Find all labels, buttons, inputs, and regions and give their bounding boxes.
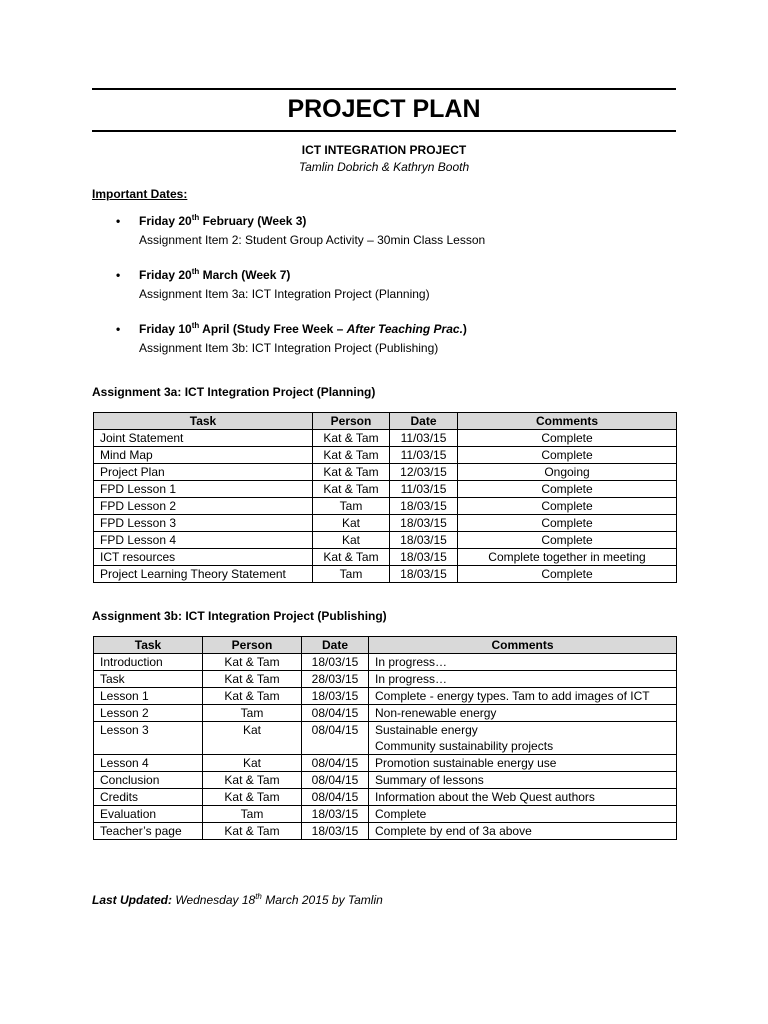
table-cell: Ongoing (458, 464, 677, 481)
title-rule-bottom (92, 130, 676, 132)
table-row (94, 532, 677, 549)
bullet-icon: • (116, 268, 121, 282)
table-cell: Kat (203, 722, 302, 755)
table-cell: Kat & Tam (313, 430, 390, 447)
table-cell: Complete together in meeting (458, 549, 677, 566)
table-cell: FPD Lesson 4 (94, 532, 313, 549)
table-cell: Tam (313, 566, 390, 583)
table-cell: Complete (458, 515, 677, 532)
table-cell: Kat & Tam (203, 671, 302, 688)
table-cell: Kat & Tam (203, 789, 302, 806)
table-cell: 08/04/15 (302, 772, 369, 789)
table-cell: Kat & Tam (313, 464, 390, 481)
column-header: Task (94, 637, 203, 654)
column-header: Date (390, 413, 458, 430)
table-cell: Kat & Tam (313, 481, 390, 498)
table-cell: Kat (313, 532, 390, 549)
table-row (94, 447, 677, 464)
table-row (94, 806, 677, 823)
publishing-table (93, 636, 677, 840)
table-cell: Task (94, 671, 203, 688)
table-cell: Complete (458, 498, 677, 515)
table-header-row (94, 413, 677, 430)
table-cell: Teacher’s page (94, 823, 203, 840)
important-dates-heading: Important Dates: (92, 187, 188, 201)
table-cell: 08/04/15 (302, 722, 369, 755)
table-cell: 18/03/15 (390, 498, 458, 515)
table-row (94, 481, 677, 498)
date-heading: Friday 10th April (Study Free Week – After Teaching Prac.) (139, 321, 467, 336)
table-row (94, 430, 677, 447)
table-cell: Credits (94, 789, 203, 806)
date-detail: Assignment Item 3a: ICT Integration Project (Planning) (139, 287, 430, 301)
last-updated-label: Last Updated: (92, 893, 173, 907)
table-cell: Project Learning Theory Statement (94, 566, 313, 583)
table-a-title: Assignment 3a: ICT Integration Project (Planning) (92, 385, 376, 399)
table-cell: Information about the Web Quest authors (369, 789, 677, 806)
table-row (94, 671, 677, 688)
table-cell: Complete - energy types. Tam to add images of ICT (369, 688, 677, 705)
table-header-row (94, 637, 677, 654)
table-cell: 18/03/15 (302, 688, 369, 705)
table-cell: Promotion sustainable energy use (369, 755, 677, 772)
table-cell: Project Plan (94, 464, 313, 481)
table-cell: Introduction (94, 654, 203, 671)
table-row (94, 549, 677, 566)
table-row (94, 705, 677, 722)
table-cell: Complete (458, 566, 677, 583)
table-cell: Complete (458, 447, 677, 464)
bullet-icon: • (116, 322, 121, 336)
table-row (94, 498, 677, 515)
table-cell: Kat & Tam (203, 823, 302, 840)
table-cell: 18/03/15 (390, 532, 458, 549)
planning-table (93, 412, 677, 583)
table-cell: 18/03/15 (302, 823, 369, 840)
table-cell: 18/03/15 (390, 566, 458, 583)
table-cell: Complete (458, 481, 677, 498)
table-row (94, 515, 677, 532)
table-cell: 28/03/15 (302, 671, 369, 688)
table-row (94, 789, 677, 806)
column-header: Comments (458, 413, 677, 430)
last-updated: Last Updated: Wednesday 18th March 2015 by Tamlin (92, 892, 383, 907)
table-row (94, 755, 677, 772)
table-cell: Kat & Tam (203, 654, 302, 671)
table-cell: Joint Statement (94, 430, 313, 447)
cell-line: Community sustainability projects (375, 739, 554, 753)
table-cell: In progress… (369, 654, 677, 671)
table-cell: FPD Lesson 2 (94, 498, 313, 515)
table-cell: 11/03/15 (390, 430, 458, 447)
table-cell: 18/03/15 (390, 515, 458, 532)
table-cell: Tam (203, 806, 302, 823)
table-cell: Tam (203, 705, 302, 722)
table-cell: 18/03/15 (390, 549, 458, 566)
table-cell (369, 722, 677, 755)
table-row (94, 823, 677, 840)
table-cell: Lesson 4 (94, 755, 203, 772)
bullet-icon: • (116, 214, 121, 228)
table-row (94, 654, 677, 671)
table-row (94, 722, 677, 755)
table-cell: Evaluation (94, 806, 203, 823)
table-cell: Complete (458, 532, 677, 549)
table-cell: 18/03/15 (302, 654, 369, 671)
table-cell: Kat & Tam (313, 447, 390, 464)
table-cell: Tam (313, 498, 390, 515)
table-cell: Kat & Tam (203, 772, 302, 789)
table-cell: 18/03/15 (302, 806, 369, 823)
table-cell: 08/04/15 (302, 705, 369, 722)
table-cell: 11/03/15 (390, 447, 458, 464)
table-row (94, 464, 677, 481)
table-cell: 12/03/15 (390, 464, 458, 481)
table-cell: Mind Map (94, 447, 313, 464)
column-header: Comments (369, 637, 677, 654)
authors: Tamlin Dobrich & Kathryn Booth (298, 160, 470, 174)
table-cell: 08/04/15 (302, 789, 369, 806)
table-cell: FPD Lesson 3 (94, 515, 313, 532)
table-cell: Lesson 1 (94, 688, 203, 705)
column-header: Person (203, 637, 302, 654)
table-row (94, 772, 677, 789)
table-cell: Complete (458, 430, 677, 447)
table-cell: Kat & Tam (203, 688, 302, 705)
table-cell: Lesson 2 (94, 705, 203, 722)
table-cell: Summary of lessons (369, 772, 677, 789)
table-cell: Lesson 3 (94, 722, 203, 755)
column-header: Date (302, 637, 369, 654)
table-cell: Complete by end of 3a above (369, 823, 677, 840)
page-title: PROJECT PLAN (287, 95, 481, 123)
table-cell: Kat (313, 515, 390, 532)
table-cell: In progress… (369, 671, 677, 688)
date-detail: Assignment Item 3b: ICT Integration Project (Publishing) (139, 341, 439, 355)
table-cell: Conclusion (94, 772, 203, 789)
project-subtitle: ICT INTEGRATION PROJECT (301, 143, 467, 157)
date-detail: Assignment Item 2: Student Group Activity – 30min Class Lesson (139, 233, 486, 247)
table-b-title: Assignment 3b: ICT Integration Project (Publishing) (92, 609, 387, 623)
column-header: Task (94, 413, 313, 430)
table-cell: Non-renewable energy (369, 705, 677, 722)
table-row (94, 566, 677, 583)
table-cell: Kat & Tam (313, 549, 390, 566)
date-heading: Friday 20th March (Week 7) (139, 267, 291, 282)
date-heading: Friday 20th February (Week 3) (139, 213, 307, 228)
title-rule-top (92, 88, 676, 90)
table-cell: 11/03/15 (390, 481, 458, 498)
table-cell: FPD Lesson 1 (94, 481, 313, 498)
table-cell: Complete (369, 806, 677, 823)
cell-line: Sustainable energy (375, 723, 478, 737)
table-cell: 08/04/15 (302, 755, 369, 772)
table-row (94, 688, 677, 705)
table-cell: Kat (203, 755, 302, 772)
table-cell: ICT resources (94, 549, 313, 566)
column-header: Person (313, 413, 390, 430)
